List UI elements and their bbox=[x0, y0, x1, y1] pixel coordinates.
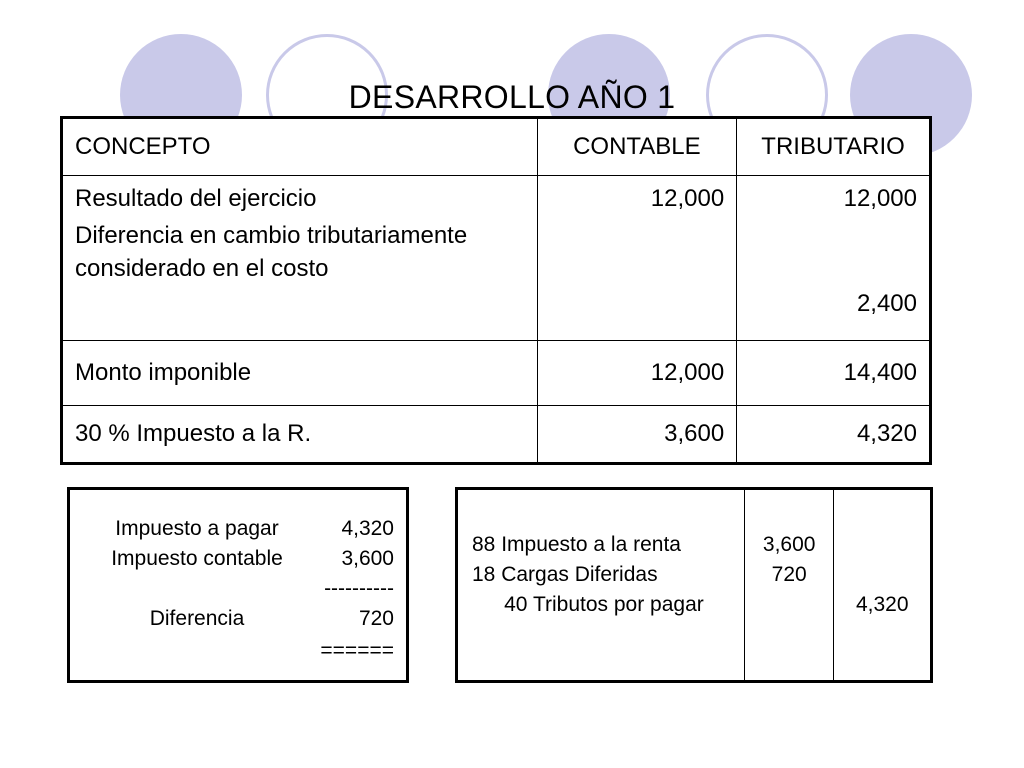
journal-credit: 4,320 bbox=[855, 593, 909, 616]
contable-value: 3,600 bbox=[537, 406, 737, 464]
journal-account: 18 Cargas Diferidas bbox=[472, 563, 658, 586]
tax-difference-box bbox=[67, 487, 409, 683]
tributario-value: 14,400 bbox=[737, 341, 931, 406]
concept-impuesto: 30 % Impuesto a la R. bbox=[62, 406, 538, 464]
table-row bbox=[62, 341, 931, 406]
tax-comparison-table bbox=[60, 116, 932, 465]
journal-account: 88 Impuesto a la renta bbox=[472, 533, 681, 556]
table-row bbox=[62, 406, 931, 464]
summary-value: 4,320 bbox=[341, 517, 394, 540]
journal-credit-cell bbox=[834, 489, 932, 682]
journal-entry-table bbox=[455, 487, 933, 683]
summary-rule: ---------- bbox=[324, 577, 394, 600]
summary-separator bbox=[70, 636, 406, 666]
header-tributario: TRIBUTARIO bbox=[737, 118, 931, 176]
summary-line bbox=[70, 544, 406, 574]
tributario-value-diferencia: 2,400 bbox=[856, 290, 917, 317]
tributario-cell bbox=[737, 176, 931, 341]
header-concepto: CONCEPTO bbox=[62, 118, 538, 176]
header-contable: CONTABLE bbox=[537, 118, 737, 176]
summary-line bbox=[70, 514, 406, 544]
concept-monto-imponible: Monto imponible bbox=[62, 341, 538, 406]
contable-value: 12,000 bbox=[537, 341, 737, 406]
summary-label: Diferencia bbox=[149, 607, 245, 630]
table-header-row bbox=[62, 118, 931, 176]
concept-resultado: Resultado del ejercicio bbox=[75, 185, 317, 212]
journal-accounts-cell bbox=[457, 489, 745, 682]
summary-separator bbox=[70, 574, 406, 604]
table-row bbox=[62, 176, 931, 341]
journal-debit-cell bbox=[744, 489, 834, 682]
journal-debit: 720 bbox=[771, 563, 807, 586]
contable-cell bbox=[537, 176, 737, 341]
summary-double-rule: ====== bbox=[320, 639, 394, 662]
tributario-value: 12,000 bbox=[843, 185, 917, 212]
slide-title: DESARROLLO AÑO 1 bbox=[348, 79, 676, 115]
summary-value: 720 bbox=[358, 607, 394, 630]
contable-value: 12,000 bbox=[650, 185, 725, 212]
journal-debit: 3,600 bbox=[762, 533, 816, 556]
journal-row bbox=[457, 489, 932, 682]
summary-label: Impuesto contable bbox=[111, 547, 283, 570]
journal-account: 40 Tributos por pagar bbox=[504, 593, 704, 616]
concept-cell bbox=[62, 176, 538, 341]
summary-value: 3,600 bbox=[341, 547, 394, 570]
concept-diferencia-cambio: Diferencia en cambio tributariamente considerado en el costo bbox=[75, 222, 468, 282]
tributario-value: 4,320 bbox=[737, 406, 931, 464]
summary-line bbox=[70, 604, 406, 634]
summary-label: Impuesto a pagar bbox=[115, 517, 279, 540]
